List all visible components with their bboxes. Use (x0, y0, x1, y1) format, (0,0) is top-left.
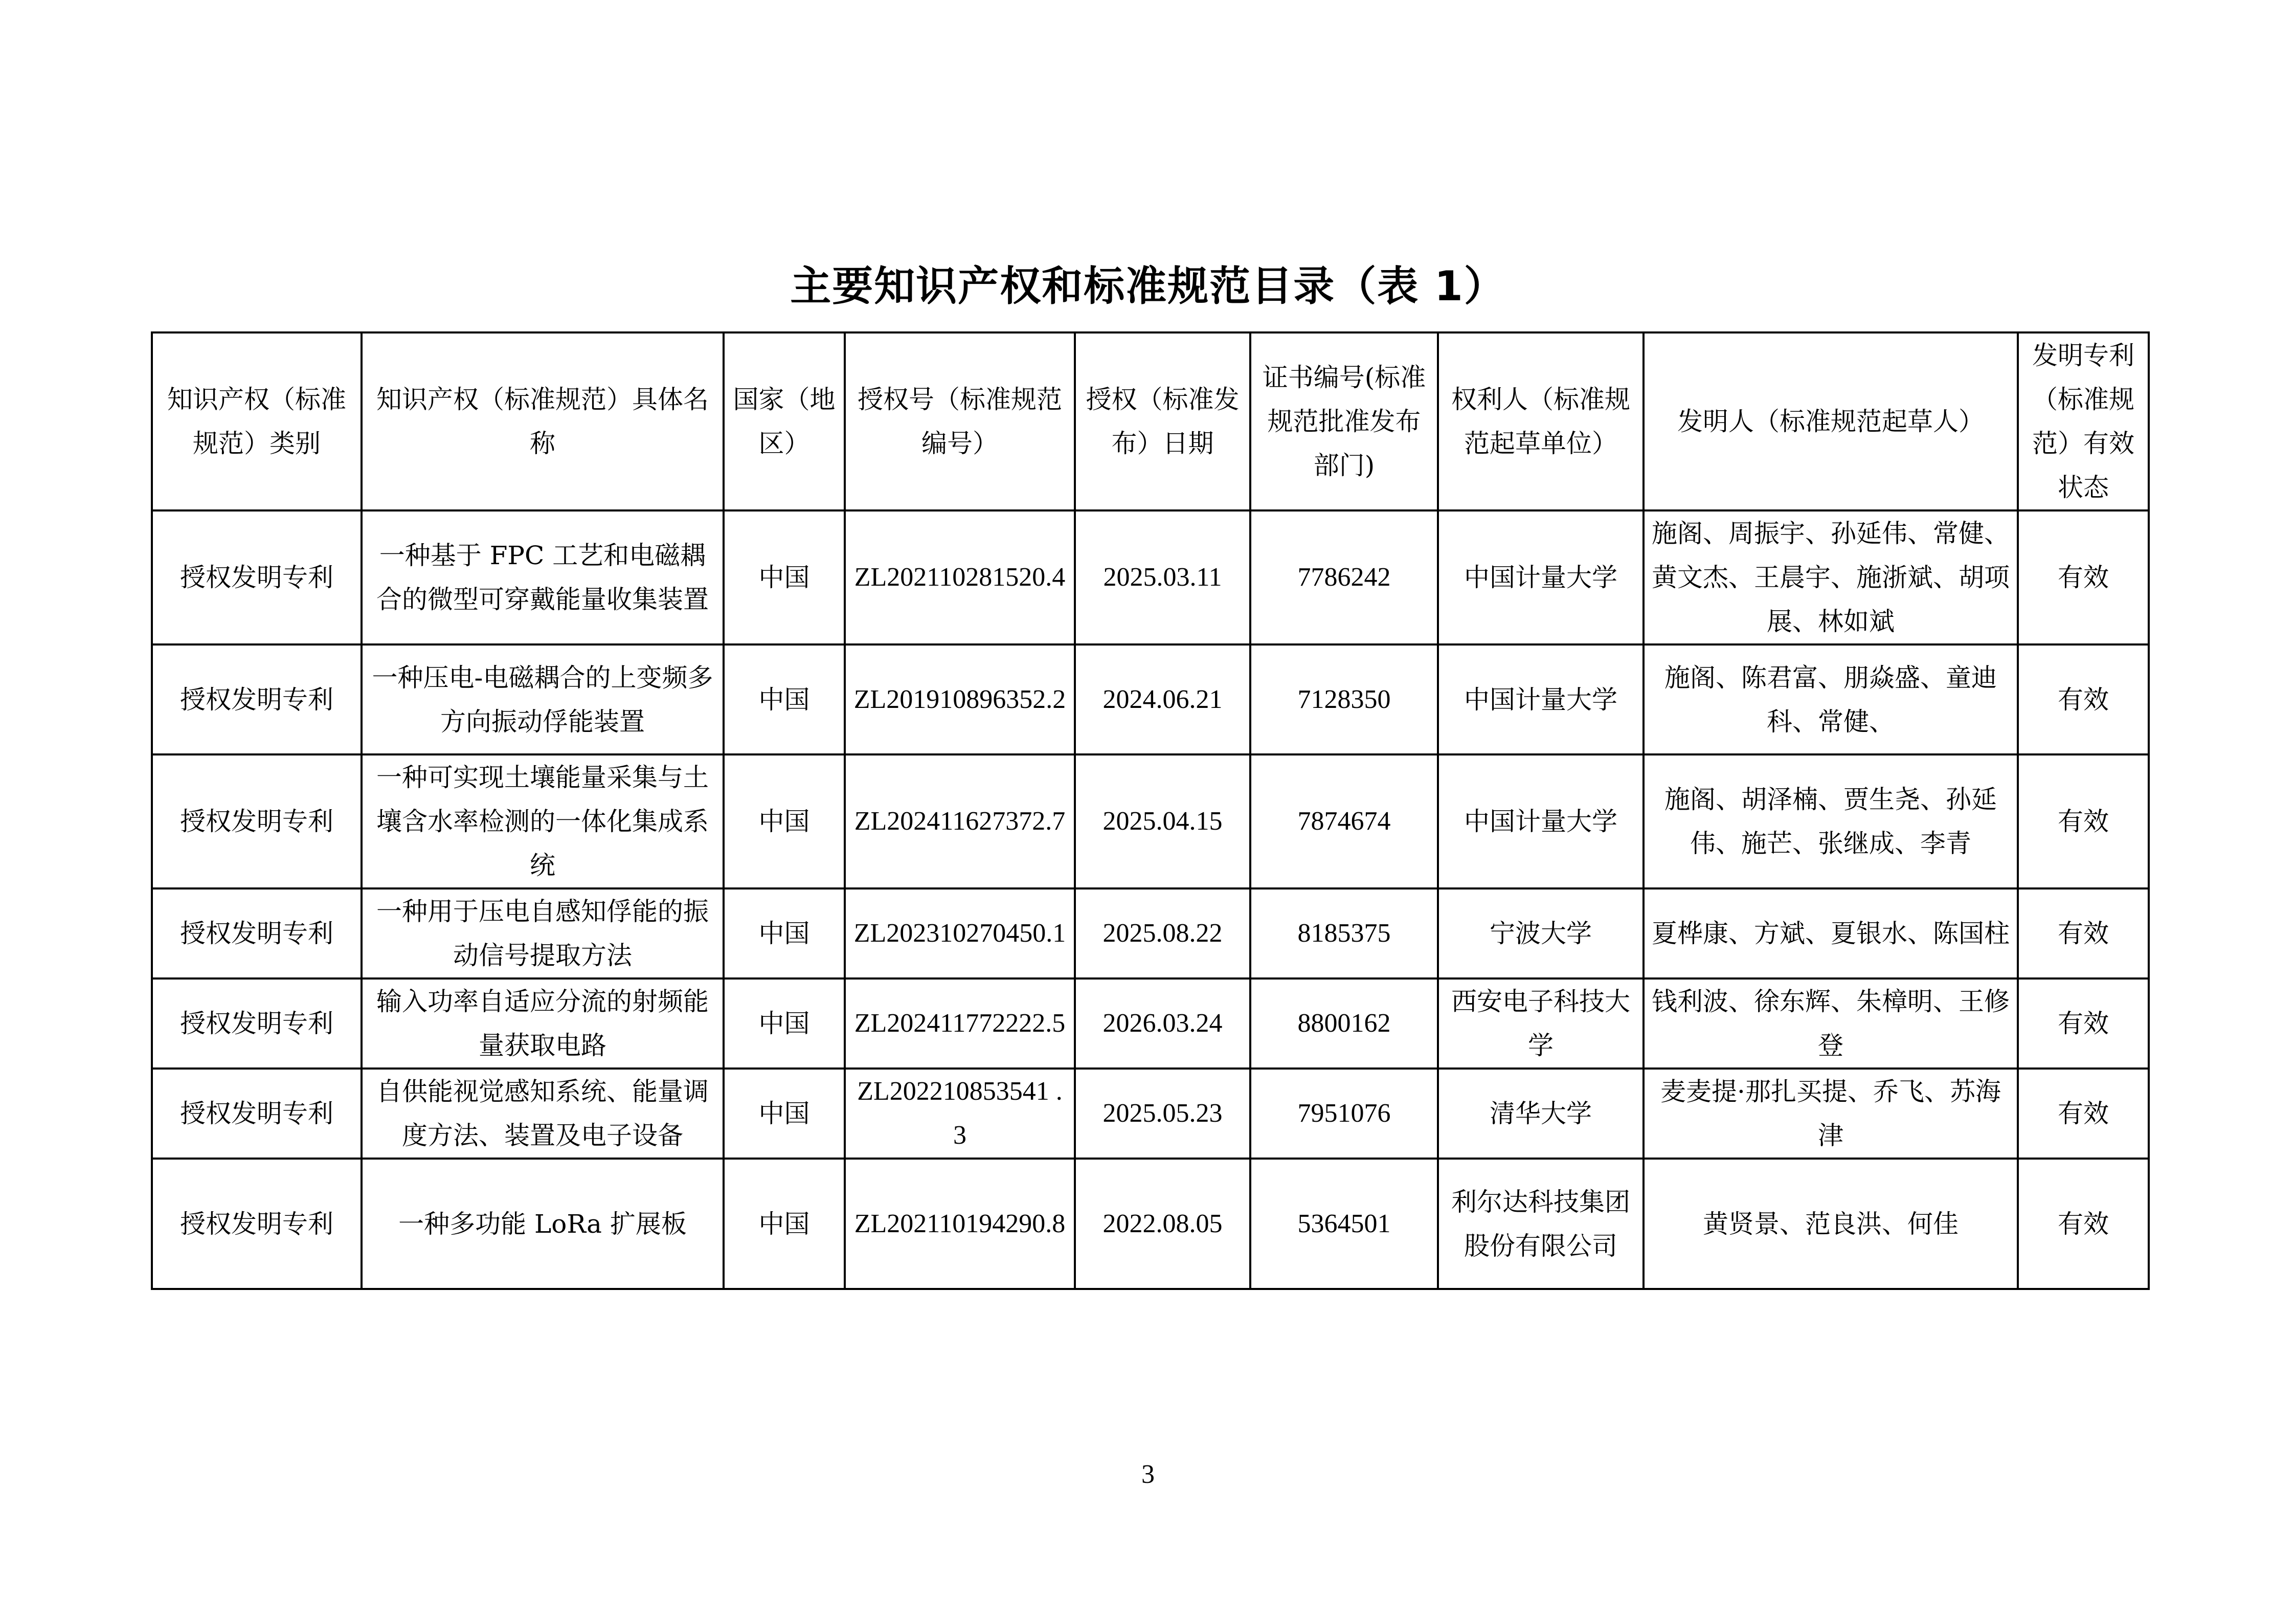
page-title: 主要知识产权和标准规范目录（表 1） (790, 262, 1506, 310)
cell-name: 一种多功能 LoRa 扩展板 (362, 1159, 724, 1289)
cell-holder: 西安电子科技大学 (1438, 978, 1644, 1069)
ip-standards-table (151, 331, 2150, 1290)
cell-status: 有效 (2018, 510, 2149, 644)
cell-inventors: 钱利波、徐东辉、朱樟明、王修登 (1644, 978, 2018, 1069)
header-date: 授权（标准发布）日期 (1075, 332, 1250, 510)
cell-category: 授权发明专利 (152, 644, 362, 754)
table-row (152, 754, 2149, 888)
header-category: 知识产权（标准规范）类别 (152, 332, 362, 510)
table-row (152, 1159, 2149, 1289)
cell-cert-no: 7128350 (1250, 644, 1438, 754)
cell-status: 有效 (2018, 644, 2149, 754)
cell-cert-no: 8185375 (1250, 888, 1438, 978)
cell-name: 一种基于 FPC 工艺和电磁耦合的微型可穿戴能量收集装置 (362, 510, 724, 644)
header-status: 发明专利（标准规范）有效状态 (2018, 332, 2149, 510)
cell-country: 中国 (724, 1159, 845, 1289)
cell-name: 一种用于压电自感知俘能的振动信号提取方法 (362, 888, 724, 978)
cell-auth-no: ZL202210853541 .3 (845, 1069, 1075, 1159)
cell-auth-no: ZL202310270450.1 (845, 888, 1075, 978)
table-row (152, 978, 2149, 1069)
cell-holder: 清华大学 (1438, 1069, 1644, 1159)
cell-inventors: 施阁、陈君富、朋焱盛、童迪科、常健、 (1644, 644, 2018, 754)
cell-cert-no: 7951076 (1250, 1069, 1438, 1159)
header-cert-no: 证书编号(标准规范批准发布部门) (1250, 332, 1438, 510)
cell-holder: 宁波大学 (1438, 888, 1644, 978)
cell-date: 2025.03.11 (1075, 510, 1250, 644)
cell-auth-no: ZL201910896352.2 (845, 644, 1075, 754)
cell-auth-no: ZL202411772222.5 (845, 978, 1075, 1069)
cell-holder: 中国计量大学 (1438, 510, 1644, 644)
cell-date: 2025.04.15 (1075, 754, 1250, 888)
cell-name: 一种可实现土壤能量采集与土壤含水率检测的一体化集成系统 (362, 754, 724, 888)
header-holder: 权利人（标准规范起草单位） (1438, 332, 1644, 510)
header-name: 知识产权（标准规范）具体名称 (362, 332, 724, 510)
cell-status: 有效 (2018, 1069, 2149, 1159)
cell-country: 中国 (724, 644, 845, 754)
cell-country: 中国 (724, 1069, 845, 1159)
cell-category: 授权发明专利 (152, 1069, 362, 1159)
table-header-row (152, 332, 2149, 510)
cell-category: 授权发明专利 (152, 510, 362, 644)
table-row (152, 1069, 2149, 1159)
cell-name: 一种压电-电磁耦合的上变频多方向振动俘能装置 (362, 644, 724, 754)
cell-name: 输入功率自适应分流的射频能量获取电路 (362, 978, 724, 1069)
header-auth-no: 授权号（标准规范编号） (845, 332, 1075, 510)
header-country: 国家（地区） (724, 332, 845, 510)
cell-date: 2026.03.24 (1075, 978, 1250, 1069)
cell-auth-no: ZL202110281520.4 (845, 510, 1075, 644)
cell-date: 2024.06.21 (1075, 644, 1250, 754)
cell-inventors: 夏桦康、方斌、夏银水、陈国柱 (1644, 888, 2018, 978)
page-number: 3 (1141, 1460, 1155, 1489)
table-row (152, 510, 2149, 644)
cell-date: 2025.08.22 (1075, 888, 1250, 978)
cell-auth-no: ZL202110194290.8 (845, 1159, 1075, 1289)
cell-cert-no: 7874674 (1250, 754, 1438, 888)
cell-status: 有效 (2018, 888, 2149, 978)
cell-cert-no: 7786242 (1250, 510, 1438, 644)
cell-holder: 中国计量大学 (1438, 644, 1644, 754)
cell-country: 中国 (724, 510, 845, 644)
cell-category: 授权发明专利 (152, 888, 362, 978)
table-row (152, 888, 2149, 978)
cell-inventors: 施阁、周振宇、孙延伟、常健、黄文杰、王晨宇、施浙斌、胡项展、林如斌 (1644, 510, 2018, 644)
header-inventors: 发明人（标准规范起草人） (1644, 332, 2018, 510)
cell-status: 有效 (2018, 978, 2149, 1069)
cell-holder: 中国计量大学 (1438, 754, 1644, 888)
cell-status: 有效 (2018, 754, 2149, 888)
cell-country: 中国 (724, 754, 845, 888)
cell-inventors: 黄贤景、范良洪、何佳 (1644, 1159, 2018, 1289)
cell-category: 授权发明专利 (152, 1159, 362, 1289)
cell-inventors: 麦麦提·那扎买提、乔飞、苏海津 (1644, 1069, 2018, 1159)
cell-name: 自供能视觉感知系统、能量调度方法、装置及电子设备 (362, 1069, 724, 1159)
table-row (152, 644, 2149, 754)
cell-auth-no: ZL202411627372.7 (845, 754, 1075, 888)
cell-holder: 利尔达科技集团股份有限公司 (1438, 1159, 1644, 1289)
cell-country: 中国 (724, 888, 845, 978)
cell-cert-no: 5364501 (1250, 1159, 1438, 1289)
cell-country: 中国 (724, 978, 845, 1069)
cell-category: 授权发明专利 (152, 978, 362, 1069)
cell-date: 2025.05.23 (1075, 1069, 1250, 1159)
cell-category: 授权发明专利 (152, 754, 362, 888)
cell-inventors: 施阁、胡泽楠、贾生尧、孙延伟、施芒、张继成、李青 (1644, 754, 2018, 888)
cell-date: 2022.08.05 (1075, 1159, 1250, 1289)
cell-cert-no: 8800162 (1250, 978, 1438, 1069)
cell-status: 有效 (2018, 1159, 2149, 1289)
